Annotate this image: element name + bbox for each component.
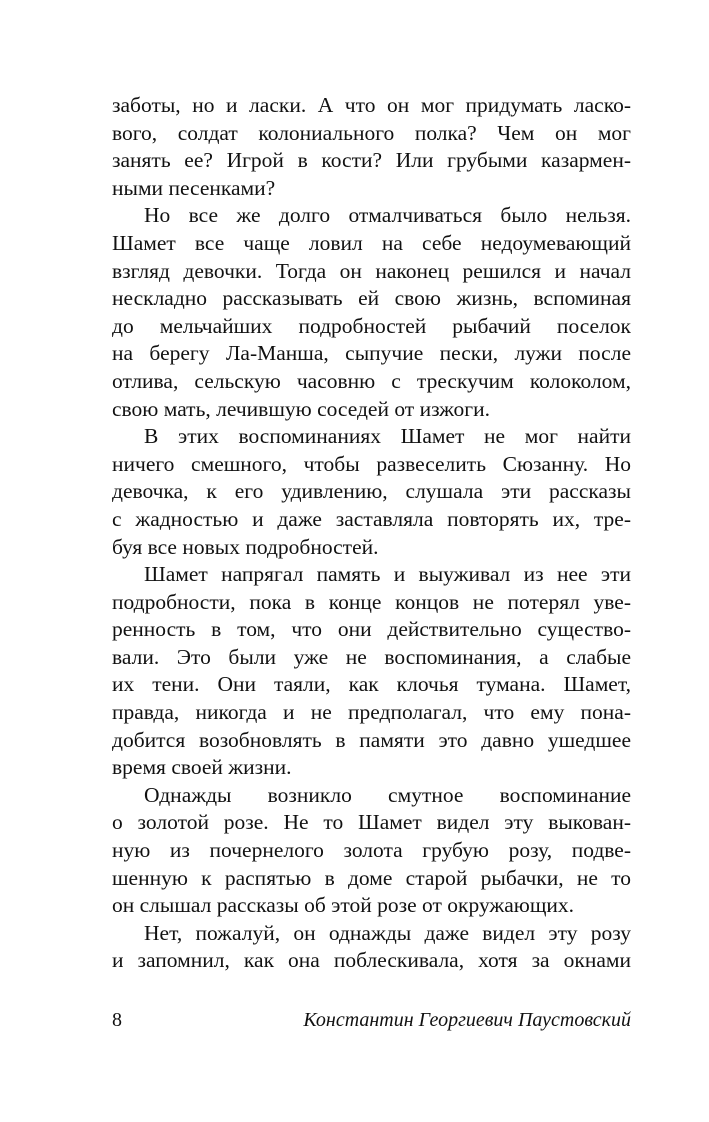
text-line: В этих воспоминаниях Шамет не мог найти [144,424,631,449]
page-number: 8 [112,1009,122,1031]
paragraph [112,92,631,202]
text-line: с жадностью и даже заставляла повторять их, тре- [112,506,631,531]
text-line: их тени. Они таяли, как клочья тумана. Шамет, [112,672,631,697]
text-line: свою мать, лечившую соседей от изжоги. [112,396,490,421]
text-line: ную из почернелого золота грубую розу, подве- [112,838,631,863]
text-line: девочка, к его удивлению, слушала эти рассказы [112,479,631,504]
text-line: нескладно рассказывать ей свою жизнь, вспоминая [112,286,631,311]
text-line: подробности, пока в конце концов не потерял уве- [112,589,631,614]
text-line: Шамет все чаще ловил на себе недоумевающий [112,230,631,255]
text-line: Нет, пожалуй, он однажды даже видел эту розу [144,920,631,945]
text-line: и запомнил, как она поблескивала, хотя за окнами [112,948,631,973]
text-line: ренность в том, что они действительно существо- [112,617,631,642]
page-footer [112,1006,631,1034]
text-line: взгляд девочки. Тогда он наконец решился и начал [112,258,631,283]
text-line: шенную к распятью в доме старой рыбачки, не то [112,865,631,890]
paragraph [112,920,631,975]
text-line: до мельчайших подробностей рыбачий поселок [112,313,631,338]
text-line: время своей жизни. [112,755,292,780]
paragraph [112,782,631,920]
running-header-author: Константин Георгиевич Паустовский [303,1009,631,1031]
text-line: заботы, но и ласки. А что он мог придумать ласко- [112,93,631,117]
text-line: на берегу Ла-Манша, сыпучие пески, лужи после [112,341,631,366]
text-line: о золотой розе. Не то Шамет видел эту выкован- [112,810,631,835]
text-line: Шамет напрягал память и выуживал из нее эти [144,562,631,587]
text-line: добится возобновлять в памяти это давно ушедшее [112,727,631,752]
text-line: ными песенками? [112,175,276,200]
text-line: ничего смешного, чтобы развеселить Сюзанну. Но [112,451,631,476]
paragraph [112,423,631,561]
text-line: вали. Это были уже не воспоминания, а слабые [112,644,631,669]
text-line: он слышал рассказы об этой розе от окружающих. [112,893,575,918]
text-line: отлива, сельскую часовню с трескучим колоколом, [112,368,631,393]
text-line: Но все же долго отмалчиваться было нельзя. [144,203,631,228]
text-line: занять ее? Игрой в кости? Или грубыми казармен- [112,148,631,173]
text-line: буя все новых подробностей. [112,534,379,559]
paragraph [112,202,631,423]
body-text [112,92,631,975]
text-line: вого, солдат колониального полка? Чем он мог [112,120,631,145]
text-line: правда, никогда и не предполагал, что ему пона- [112,700,631,725]
text-line: Однажды возникло смутное воспоминание [144,782,631,807]
paragraph [112,561,631,782]
